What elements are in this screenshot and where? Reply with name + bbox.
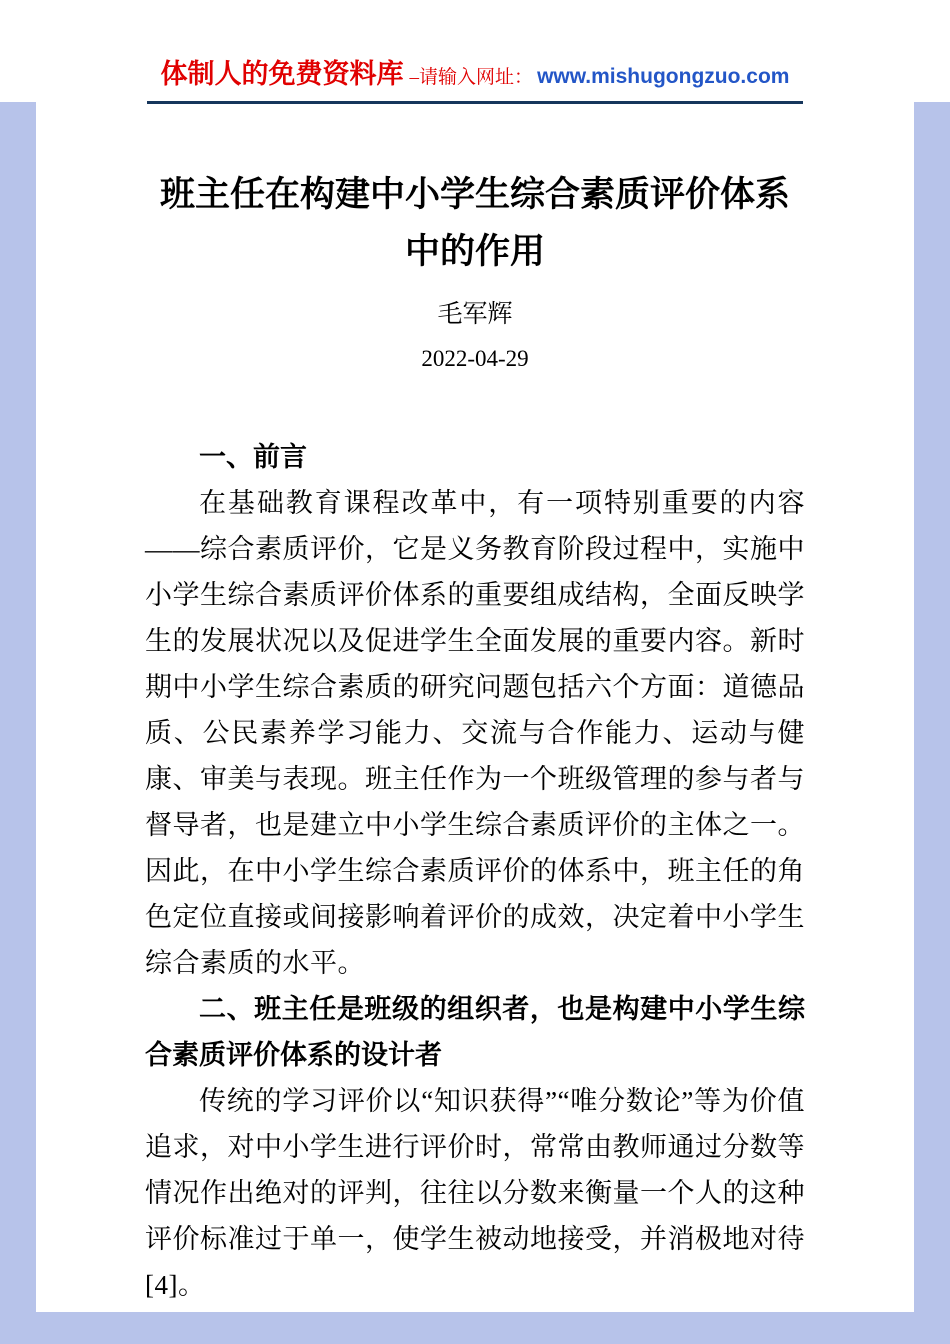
publish-date: 2022-04-29 [421,346,529,371]
section-paragraph: 传统的学习评价以“知识获得”“唯分数论”等为价值追求，对中小学生进行评价时，常常由教师通过分数等情况作出绝对的评判，往往以分数来衡量一个人的这种评价标准过于单一，使学生被动地接受，并消极地对待[4]。 [145,1086,805,1300]
section-heading-1: 一、前言 [199,442,307,472]
document-content [145,166,805,1308]
left-page-border [0,102,36,1344]
url-hint-text: –请输入网址： [409,67,534,88]
brand-text: 体制人的免费资料库 [160,59,404,89]
bottom-page-border [0,1312,950,1344]
section-paragraph: 在基础教育课程改革中，有一项特别重要的内容——综合素质评价，它是义务教育阶段过程中，实施中小学生综合素质评价体系的重要组成结构，全面反映学生的发展状况以及促进学生全面发展的重要内容。新时期中小学生综合素质的研究问题包括六个方面：道德品质、公民素养学习能力、交流与合作能力、运动与健康、审美与表现。班主任作为一个班级管理的参与者与督导者，也是建立中小学生综合素质评价的主体之一。因此，在中小学生综合素质评价的体系中，班主任的角色定位直接或间接影响着评价的成效，决定着中小学生综合素质的水平。 [145,488,805,978]
page-header [147,52,803,104]
author-name: 毛军辉 [437,301,513,328]
site-url-link[interactable]: www.mishugongzuo.com [537,65,790,88]
document-title: 班主任在构建中小学生综合素质评价体系中的作用 [159,175,790,271]
section-heading-2: 二、班主任是班级的组织者，也是构建中小学生综合素质评价体系的设计者 [145,994,805,1070]
right-page-border [914,102,950,1344]
document-body [145,434,805,1308]
